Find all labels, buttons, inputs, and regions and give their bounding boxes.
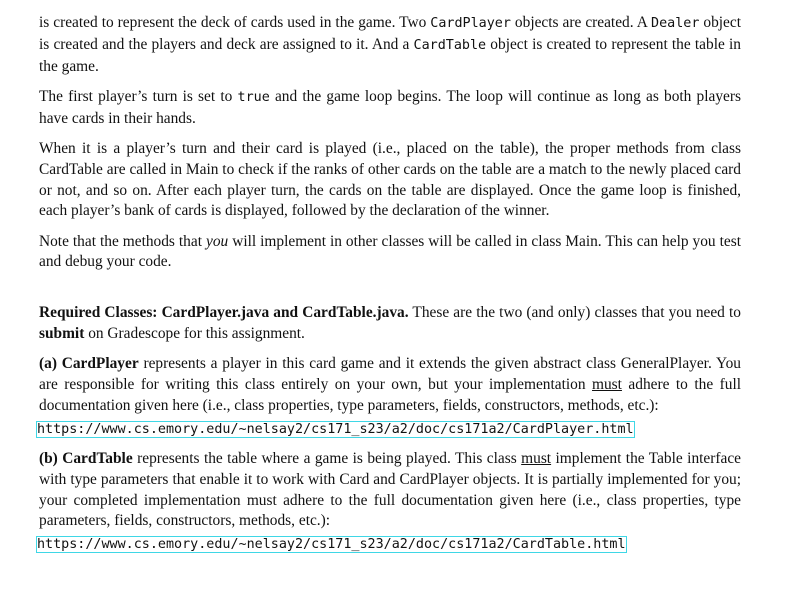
paragraph-player-turn: When it is a player’s turn and their card is played (i.e., placed on the table), the proper methods from class CardTable are called in Main to check if the ranks of other cards on the table are a match to the newly placed card or not, and so on. After each player turn, the cards on the table are displayed. Once the game loop is finished, each player’s bank of cards is displayed, followed by the declaration of the winner.: [39, 139, 741, 220]
text: The first player’s turn is set to: [39, 87, 238, 105]
text: object is created and the players and deck are assigned to it. And a: [39, 14, 742, 53]
item-label-cardtable: (b) CardTable: [39, 450, 133, 468]
paragraph-game-loop: [39, 87, 741, 130]
text: object is created to represent the table in the game.: [39, 35, 741, 75]
text: represents the table where a game is being played. This class: [132, 450, 522, 468]
text: objects are created. A: [510, 14, 652, 31]
text: These are the two (and only) classes that you need to: [408, 304, 741, 322]
paragraph-game-setup: [39, 13, 741, 77]
text: and the game loop begins. The loop will continue as long as both players have cards in their hands.: [39, 87, 742, 127]
code-true: true: [237, 89, 270, 105]
text: is created to represent the deck of cards used in the game. Two: [39, 14, 431, 31]
emphasis-you: you: [205, 232, 229, 250]
code-cardplayer: CardPlayer: [430, 16, 511, 31]
underline-must: must: [592, 376, 622, 394]
text: implement the Table interface with type parameters that enable it to work with Card and CardPlayer objects. It is partially implemented for you; your completed implementation must adhere to the full documentation given here (i.e., class properties, type parameters, fields, constructors, methods, etc.):: [39, 450, 741, 530]
paragraph-required-classes: [39, 303, 741, 345]
strong-submit: submit: [39, 325, 85, 343]
text: adhere to the full documentation given here (i.e., class properties, type parameters, fields, constructors, methods, etc.):: [39, 376, 741, 414]
cardplayer-doc-link[interactable]: https://www.cs.emory.edu/~nelsay2/cs171_s23/a2/doc/cs171a2/CardPlayer.html: [37, 421, 634, 437]
text: will implement in other classes will be called in class Main. This can help you test and debug your code.: [39, 232, 741, 271]
text: represents a player in this card game and it extends the given abstract class GeneralPlayer. You are responsible for writing this class entirely on your own, but your implementation: [39, 355, 741, 394]
text: Note that the methods that: [39, 232, 206, 250]
item-label-cardplayer: (a) CardPlayer: [39, 355, 139, 373]
item-cardplayer: [39, 354, 741, 439]
document-page: [39, 13, 741, 555]
text: on Gradescope for this assignment.: [84, 325, 305, 343]
code-cardtable: CardTable: [413, 37, 487, 53]
cardtable-doc-link[interactable]: https://www.cs.emory.edu/~nelsay2/cs171_s23/a2/doc/cs171a2/CardTable.html: [37, 537, 626, 553]
item-cardtable: [39, 449, 741, 555]
underline-must: must: [521, 450, 552, 468]
code-dealer: Dealer: [651, 16, 700, 31]
paragraph-note: [39, 232, 741, 274]
required-classes-heading: Required Classes: CardPlayer.java and CardTable.java.: [39, 304, 409, 322]
